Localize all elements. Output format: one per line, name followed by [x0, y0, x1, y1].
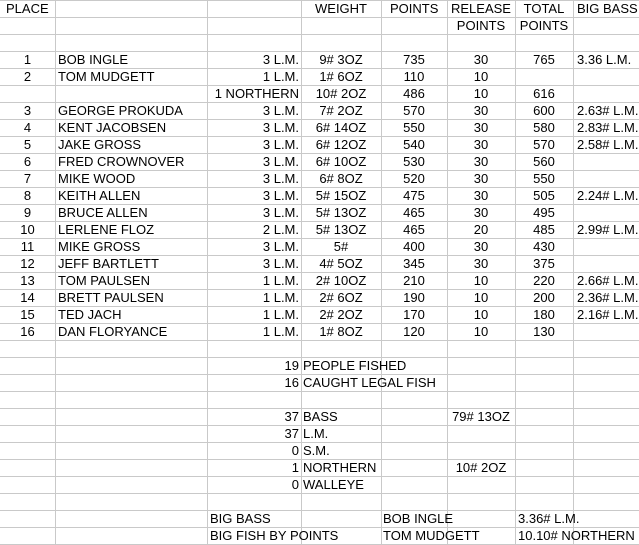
big-bass-cell [577, 68, 639, 85]
award-big-fish-value: 10.10# NORTHERN [518, 528, 635, 543]
angler-name-cell: BOB INGLE [58, 52, 129, 67]
points-cell: 465 [403, 205, 425, 220]
angler-name-cell: TOM PAULSEN [58, 273, 150, 288]
column-divider [573, 0, 574, 545]
total-points-cell: 570 [533, 137, 555, 152]
place-cell: 6 [23, 154, 32, 169]
fish-count-cell: 3 L.M. [262, 120, 299, 135]
angler-name-cell: FRED CROWNOVER [58, 154, 185, 169]
big-bass-cell [577, 238, 639, 255]
people-count: 19 [284, 358, 299, 373]
award-big-fish-winner: TOM MUDGETT [383, 528, 480, 543]
award-big-bass-value: 3.36# L.M. [518, 511, 580, 526]
big-bass-cell: 3.36 L.M. [577, 52, 632, 67]
place-cell [0, 85, 55, 102]
bass-weight: 79# 13OZ [452, 409, 510, 424]
walleye-label: WALLEYE [303, 477, 364, 492]
header-release-points: POINTS [456, 18, 506, 33]
bass-count: 37 [284, 409, 299, 424]
fish-count-cell: 1 L.M. [262, 290, 299, 305]
points-cell: 170 [403, 307, 425, 322]
place-cell: 5 [23, 137, 32, 152]
big-bass-cell [577, 255, 639, 272]
weight-cell: 6# 14OZ [315, 120, 367, 135]
big-bass-cell: 2.66# L.M. [577, 273, 639, 288]
fish-count-cell: 3 L.M. [262, 137, 299, 152]
release-points-cell: 30 [473, 103, 489, 118]
release-points-cell: 30 [473, 256, 489, 271]
fish-count-cell: 2 L.M. [262, 222, 299, 237]
place-cell: 3 [23, 103, 32, 118]
points-cell: 400 [403, 239, 425, 254]
total-points-cell: 560 [533, 154, 555, 169]
release-points-cell: 20 [473, 222, 489, 237]
column-divider [55, 0, 56, 545]
big-bass-cell: 2.36# L.M. [577, 290, 639, 305]
release-points-cell: 30 [473, 239, 489, 254]
weight-cell: 5# [333, 239, 349, 254]
angler-name-cell: BRETT PAULSEN [58, 290, 164, 305]
big-bass-cell [577, 323, 639, 340]
release-points-cell: 30 [473, 205, 489, 220]
release-points-cell: 10 [473, 290, 489, 305]
big-bass-cell: 2.63# L.M. [577, 103, 639, 118]
fish-count-cell: 3 L.M. [262, 52, 299, 67]
points-cell: 345 [403, 256, 425, 271]
release-points-cell: 30 [473, 120, 489, 135]
angler-name-cell: KEITH ALLEN [58, 188, 141, 203]
total-points-cell: 550 [533, 171, 555, 186]
weight-cell: 5# 13OZ [315, 222, 367, 237]
header-release: RELEASE [451, 1, 511, 16]
angler-name-cell: GEORGE PROKUDA [58, 103, 183, 118]
points-cell: 550 [403, 120, 425, 135]
total-points-cell: 616 [533, 86, 555, 101]
fish-count-cell: 1 L.M. [262, 307, 299, 322]
header-big-bass: BIG BASS [577, 1, 638, 16]
angler-name-cell: JAKE GROSS [58, 137, 142, 152]
angler-name-cell: JEFF BARTLETT [58, 256, 159, 271]
header-points: POINTS [390, 1, 439, 16]
weight-cell: 6# 8OZ [319, 171, 363, 186]
place-cell: 10 [20, 222, 35, 237]
walleye-count: 0 [291, 477, 299, 492]
weight-cell: 6# 10OZ [315, 154, 367, 169]
fish-count-cell: 3 L.M. [262, 188, 299, 203]
place-cell: 2 [23, 69, 32, 84]
fish-count-cell: 3 L.M. [262, 205, 299, 220]
big-bass-cell: 2.83# L.M. [577, 120, 639, 135]
fish-count-cell: 3 L.M. [262, 103, 299, 118]
total-points-cell: 200 [533, 290, 555, 305]
big-bass-cell: 2.16# L.M. [577, 307, 639, 322]
points-cell: 520 [403, 171, 425, 186]
big-bass-cell [577, 170, 639, 187]
sm-label: S.M. [303, 443, 330, 458]
place-cell: 13 [20, 273, 35, 288]
place-cell: 9 [23, 205, 32, 220]
weight-cell: 2# 6OZ [319, 290, 363, 305]
award-big-bass-winner: BOB INGLE [383, 511, 454, 526]
angler-name-cell: TOM MUDGETT [58, 69, 155, 84]
release-points-cell: 30 [473, 154, 489, 169]
total-points-cell [515, 68, 573, 85]
people-label: PEOPLE FISHED [303, 358, 407, 373]
weight-cell: 1# 6OZ [319, 69, 363, 84]
angler-name-cell: KENT JACOBSEN [58, 120, 167, 135]
total-points-cell: 430 [533, 239, 555, 254]
angler-name-cell [58, 85, 207, 102]
angler-name-cell: MIKE WOOD [58, 171, 136, 186]
points-cell: 735 [403, 52, 425, 67]
lm-count: 37 [284, 426, 299, 441]
weight-cell: 5# 13OZ [315, 205, 367, 220]
weight-cell: 2# 2OZ [319, 307, 363, 322]
fish-count-cell: 3 L.M. [262, 239, 299, 254]
release-points-cell: 30 [473, 137, 489, 152]
angler-name-cell: LERLENE FLOZ [58, 222, 155, 237]
release-points-cell: 10 [473, 307, 489, 322]
place-cell: 16 [20, 324, 35, 339]
weight-cell: 2# 10OZ [315, 273, 367, 288]
total-points-cell: 495 [533, 205, 555, 220]
legal-count: 16 [284, 375, 299, 390]
header-total-points: POINTS [519, 18, 569, 33]
weight-cell: 9# 3OZ [319, 52, 363, 67]
lm-label: L.M. [303, 426, 329, 441]
release-points-cell: 30 [473, 171, 489, 186]
header-total: TOTAL [523, 1, 565, 16]
release-points-cell: 10 [473, 273, 489, 288]
place-cell: 8 [23, 188, 32, 203]
points-cell: 530 [403, 154, 425, 169]
points-cell: 486 [403, 86, 425, 101]
points-cell: 465 [403, 222, 425, 237]
place-cell: 14 [20, 290, 35, 305]
fish-count-cell: 3 L.M. [262, 171, 299, 186]
place-cell: 12 [20, 256, 35, 271]
release-points-cell: 10 [473, 324, 489, 339]
fish-count-cell: 1 L.M. [262, 324, 299, 339]
total-points-cell: 220 [533, 273, 555, 288]
weight-cell: 10# 2OZ [315, 86, 367, 101]
angler-name-cell: TED JACH [58, 307, 122, 322]
big-bass-cell [577, 153, 639, 170]
fish-count-cell: 1 NORTHERN [214, 86, 299, 101]
weight-cell: 6# 12OZ [315, 137, 367, 152]
weight-cell: 5# 15OZ [315, 188, 367, 203]
angler-name-cell: MIKE GROSS [58, 239, 141, 254]
big-bass-cell [577, 204, 639, 221]
total-points-cell: 485 [533, 222, 555, 237]
release-points-cell: 30 [473, 188, 489, 203]
northern-count: 1 [291, 460, 299, 475]
total-points-cell: 505 [533, 188, 555, 203]
place-cell: 7 [23, 171, 32, 186]
award-big-fish-label: BIG FISH BY POINTS [210, 528, 339, 543]
weight-cell: 1# 8OZ [319, 324, 363, 339]
sm-count: 0 [291, 443, 299, 458]
points-cell: 210 [403, 273, 425, 288]
total-points-cell: 375 [533, 256, 555, 271]
northern-label: NORTHERN [303, 460, 377, 475]
points-cell: 120 [403, 324, 425, 339]
points-cell: 110 [403, 69, 425, 84]
big-bass-cell: 2.99# L.M. [577, 222, 639, 237]
angler-name-cell: BRUCE ALLEN [58, 205, 148, 220]
weight-cell: 7# 2OZ [319, 103, 363, 118]
points-cell: 475 [403, 188, 425, 203]
place-cell: 4 [23, 120, 32, 135]
points-cell: 190 [403, 290, 425, 305]
header-weight: WEIGHT [315, 1, 367, 16]
place-cell: 1 [23, 52, 32, 67]
total-points-cell: 180 [533, 307, 555, 322]
big-bass-cell: 2.24# L.M. [577, 188, 639, 203]
points-cell: 540 [403, 137, 425, 152]
release-points-cell: 30 [473, 52, 489, 67]
release-points-cell: 10 [473, 86, 489, 101]
fish-count-cell: 1 L.M. [262, 69, 299, 84]
big-bass-cell: 2.58# L.M. [577, 137, 639, 152]
total-points-cell: 600 [533, 103, 555, 118]
bass-label: BASS [303, 409, 338, 424]
total-points-cell: 580 [533, 120, 555, 135]
big-bass-cell [577, 85, 639, 102]
total-points-cell: 130 [533, 324, 555, 339]
fish-count-cell: 3 L.M. [262, 154, 299, 169]
weight-cell: 4# 5OZ [319, 256, 363, 271]
header-place: PLACE [6, 1, 49, 16]
place-cell: 15 [20, 307, 35, 322]
angler-name-cell: DAN FLORYANCE [58, 324, 168, 339]
northern-weight: 10# 2OZ [455, 460, 507, 475]
points-cell: 570 [403, 103, 425, 118]
award-big-bass-label: BIG BASS [210, 511, 271, 526]
total-points-cell: 765 [533, 52, 555, 67]
release-points-cell: 10 [473, 69, 489, 84]
fish-count-cell: 1 L.M. [262, 273, 299, 288]
fish-count-cell: 3 L.M. [262, 256, 299, 271]
legal-label: CAUGHT LEGAL FISH [303, 375, 436, 390]
place-cell: 11 [20, 239, 35, 254]
